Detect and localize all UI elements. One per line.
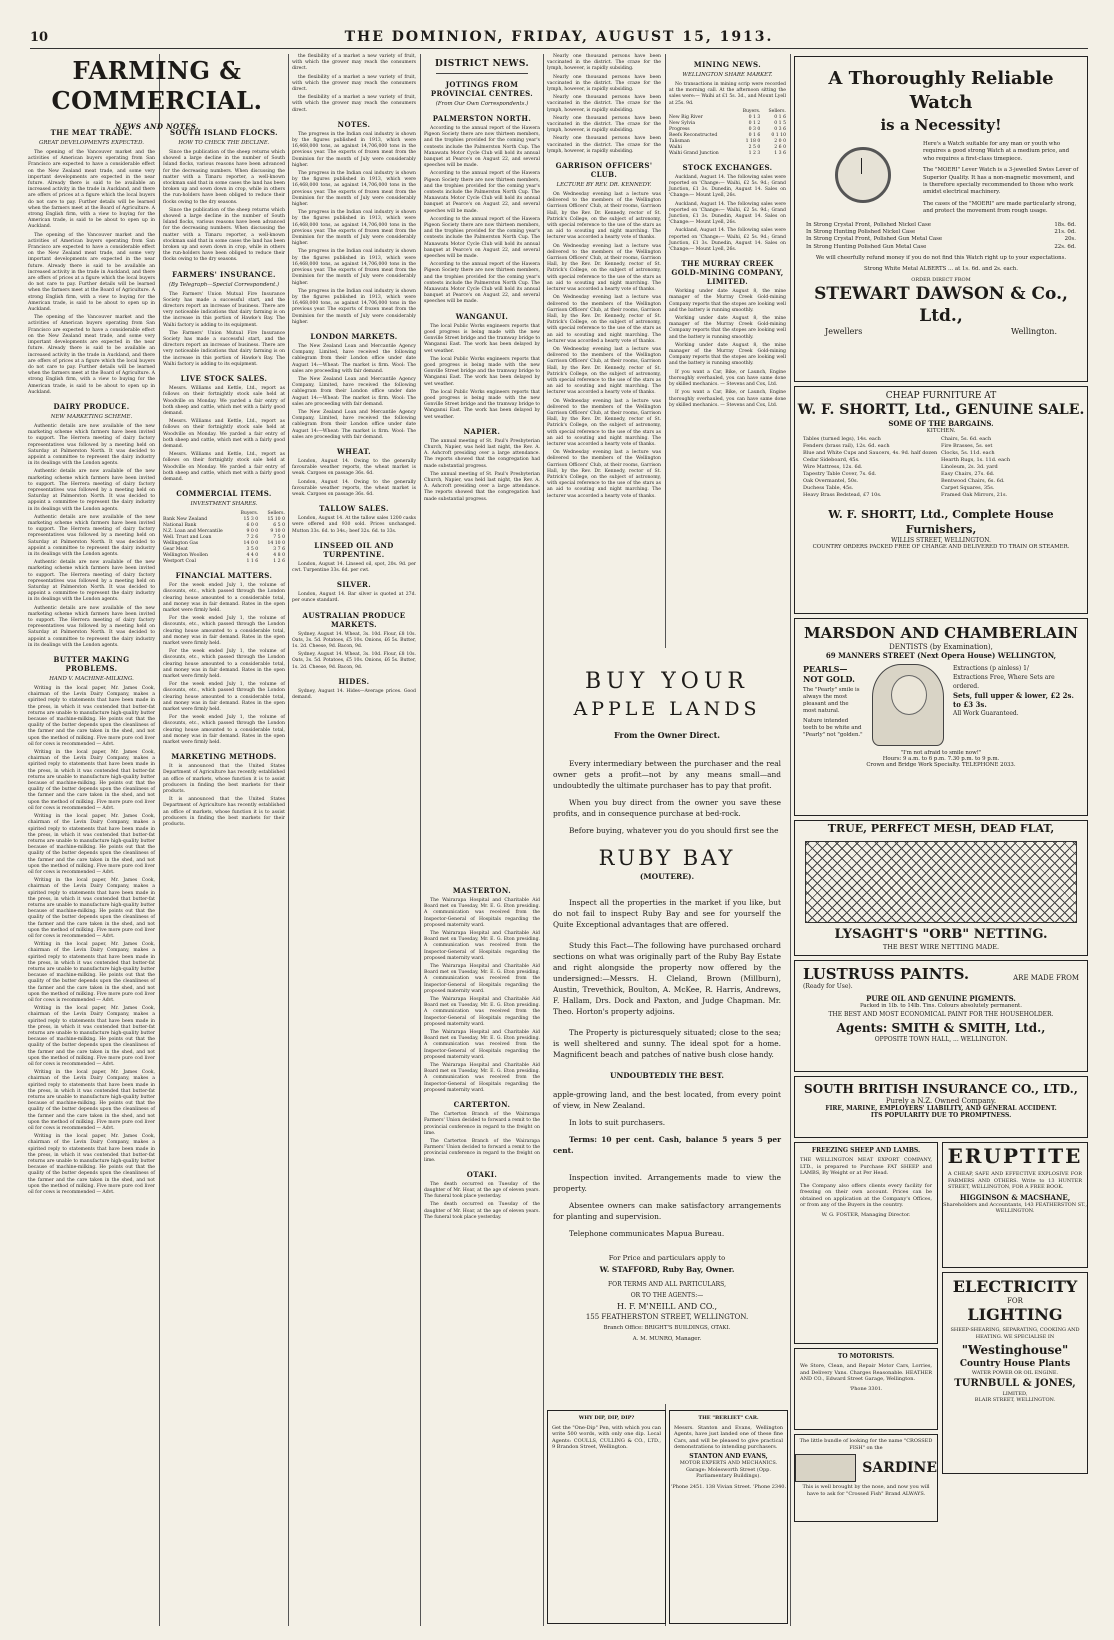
article-text: Writing in the local paper, Mr. James Cook, chairman of the Levin Dairy Company, makes a spirited reply to statements that have been made in the press, in which it was contended that butter-fat returns are unable to manufacture high-quality butter because of machine-milking. He points out that the quality of the butter depends upon the cleanliness of the farmer and the care taken in the shed, and not upon the method of milking. Five more pure cod liver oil for cows is recommended — Advt. bbox=[28, 942, 155, 1003]
section-header bbox=[28, 56, 286, 131]
column-rule bbox=[790, 54, 791, 1626]
column-rule bbox=[288, 54, 289, 1626]
article-text: the flexibility of a market a new variety of fruit, with which the grower may reach the consumers direct. bbox=[292, 54, 416, 72]
article-heading: AUSTRALIAN PRODUCE MARKETS. bbox=[302, 610, 406, 629]
article-text: Auckland, August 14. The following sales were reported on 'Change:— Waihi, £2 5s. 9d.; Grand Junction, £1 3s. Dunedin, August 14. Sales on 'Change:— Mount Lyell, 26s. bbox=[669, 201, 786, 226]
column-1 bbox=[28, 122, 155, 1622]
article-text: If you want a Car, Bike, or Launch, Engine thoroughly overhauled, you can have same done by skilled mechanics. — Stevens and Cox, Ltd. bbox=[669, 390, 786, 408]
article-heading: THE MURRAY CREEK GOLD-MINING COMPANY, LIMITED. bbox=[671, 259, 784, 287]
article-heading: TALLOW SALES. bbox=[319, 504, 389, 514]
article-text: The death occurred on Tuesday of the daughter of Mr. Hoar, at the age of eleven years. The funeral took place yesterday. bbox=[424, 1181, 540, 1200]
table-row: In Strong Crystal Front, Polished Gun Metal Case 20s. bbox=[806, 236, 1076, 243]
article-text: The Wairarapa Hospital and Charitable Aid Board met on Tuesday, Mr. E. G. Eton presiding. A communication was received from the Inspector-General of Hospitals regarding the proposed maternity ward. bbox=[424, 997, 540, 1027]
article-text: The progress in the Indian coal industry is shown by the figures published in 1913, which were 16,468,000 tons, as against 14,706,000 tons in the previous year. The exports of frozen meat from the Dominion for the month of July were considerably higher. bbox=[292, 288, 416, 325]
article-text: Working under date August 8, the mine manager of the Murray Creek Gold-mining Company reports that the stopes are looking well and the battery is running smoothly. bbox=[669, 289, 786, 313]
article-heading: MINING NEWS. bbox=[693, 60, 762, 69]
sardine-tin-icon bbox=[795, 1454, 856, 1482]
table-row: Waihi Grand Junction 1 2 3 1 3 6 bbox=[669, 150, 786, 156]
furniture-advert: CHEAP FURNITURE AT W. F. SHORTT, Ltd., GENUINE SALE. SOME OF THE BARGAINS. KITCHEN. Tables (turned legs), 14s. each Fenders (brass rail), 12s. 6d. each Blue and White Cups and Saucers, 4s. 9d. half dozen Cedar Sideboard, 45s. Wire Mattress, 12s. 6d. Tapestry Table Cover, 7s. 6d. Oak Overmantel, 50s. Duchess Table, 45s. Heavy Brass Bedstead, £7 10s. Chairs, 5s. 6d. each Fire Brasses, 5s. set Clocks, 5s. 11d. each Hearth Rugs, 1s. 11d. each Linoleum, 2s. 3d. yard Easy Chairs, 27s. 6d. Bentwood Chairs, 6s. 6d. Carpet Squares, 35s. Framed Oak Mirrors, 21s. W. F. SHORTT, Ltd., Complete House Furnishers, WILLIS STREET, WELLINGTON. COUNTRY ORDERS PACKED FREE OF CHARGE AND DELIVERED TO TRAIN OR STEAMER. bbox=[794, 386, 1088, 614]
article-heading: DAIRY PRODUCE. bbox=[53, 401, 130, 411]
article-text: The New Zealand Loan and Mercantile Agency Company, Limited, have received the following cablegram from their London office under date August 14:—Wheat: The market is firm. Wool: The sales are proceeding with fair demand. bbox=[292, 409, 416, 440]
article-text: Authentic details are now available of the new marketing scheme which farmers have been invited to support. The Herrera meeting of dairy factory representatives was followed by a meeting held on Saturday at Palmerston North. It was decided to appoint a committee to represent the dairy industry in its dealings with the London agents. bbox=[28, 469, 155, 512]
article-heading: GARRISON OFFICERS' CLUB. bbox=[555, 161, 653, 180]
article-text: Messrs. Williams and Kettle, Ltd., report as follows on their fortnightly stock sale held at Woodville on Monday. We yarded a fair entry of both sheep and cattle, which met with a fairly good demand. bbox=[163, 419, 285, 449]
section-title: FARMING & COMMERCIAL. bbox=[51, 56, 263, 115]
table-row: In Strong Hunting Polished Gun Metal Case 22s. 6d. bbox=[806, 243, 1076, 250]
column-header: Sellers. bbox=[768, 108, 786, 114]
article-text: The local Public Works engineers reports that good progress is being made with the new Gonville Street bridge and the tramway bridge to Wanganui East. The work has been delayed by wet weather. bbox=[424, 323, 540, 354]
article-text: The Wairarapa Hospital and Charitable Aid Board met on Tuesday, Mr. E. G. Eton presiding. A communication was received from the Inspector-General of Hospitals regarding the proposed maternity ward. bbox=[424, 1063, 540, 1093]
section-title: DISTRICT NEWS. bbox=[434, 59, 529, 69]
table-row: National Bank 6 0 0 6 5 0 bbox=[163, 523, 285, 529]
article-text: Writing in the local paper, Mr. James Cook, chairman of the Levin Dairy Company, makes a spirited reply to statements that have been made in the press, in which it was contended that butter-fat returns are unable to manufacture high-quality butter because of machine-milking. He points out that the quality of the butter depends upon the cleanliness of the farmer and the care taken in the shed, and not upon the method of milking. Five more pure cod liver oil for cows is recommended — Advt. bbox=[28, 750, 155, 811]
article-text: Since the publication of the sheep returns which showed a large decline in the number of South Island flocks, various reasons have been advanced for the decreasing numbers. When discussing the matter with a Timaru reporter, a well-known stockman said that in some cases the land has been broken up and sown down in crop, while in others the run-holders have been obliged to reduce their flocks owing to the dry seasons. bbox=[163, 207, 285, 263]
article-text: Writing in the local paper, Mr. James Cook, chairman of the Levin Dairy Company, makes a spirited reply to statements that have been made in the press, in which it was contended that butter-fat returns are unable to manufacture high-quality butter because of machine-milking. He points out that the quality of the butter depends upon the cleanliness of the farmer and the care taken in the shed, and not upon the method of milking. Five more pure cod liver oil for cows is recommended — Advt. bbox=[28, 1134, 155, 1196]
column-3 bbox=[292, 54, 416, 1614]
article-text: Sydney, August 14. Wheat, 3s. 10d. Flour, £8 10s. Oats, 3s. 5d. Potatoes, £5 10s. Onions, £6 5s. Butter, 1s. 2d. Cheese, 9d. Bacon, 9d. bbox=[292, 631, 416, 650]
article-text: The annual meeting of St. Paul's Presbyterian Church, Napier, was held last night, the Rev. A. A. Ashcroft presiding over a large attendance. The reports showed that the congregation had made substantial progress. bbox=[424, 471, 540, 502]
article-heading: STOCK EXCHANGES. bbox=[682, 162, 773, 172]
article-text: Writing in the local paper, Mr. James Cook, chairman of the Levin Dairy Company, makes a spirited reply to statements that have been made in the press, in which it was contended that butter-fat returns are unable to manufacture high-quality butter because of machine-milking. He points out that the quality of the butter depends upon the cleanliness of the farmer and the care taken in the shed, and not upon the method of milking. Five more pure cod liver oil for cows is recommended — Advt. bbox=[28, 1006, 155, 1068]
table-row: Westport Coal 1 1 6 1 2 6 bbox=[163, 559, 285, 565]
article-text: Writing in the local paper, Mr. James Cook, chairman of the Levin Dairy Company, makes a spirited reply to statements that have been made in the press, in which it was contended that butter-fat returns are unable to manufacture high-quality butter because of machine-milking. He points out that the quality of the butter depends upon the cleanliness of the farmer and the care taken in the shed, and not upon the method of milking. Five more pure cod liver oil for cows is recommended — Advt. bbox=[28, 1070, 155, 1132]
article-text: Since the publication of the sheep returns which showed a large decline in the number of South Island flocks, various reasons have been advanced for the decreasing numbers. When discussing the matter with a Timaru reporter, a well-known stockman said that in some cases the land has been broken up and sown down in crop, while in others the run-holders have been obliged to reduce their flocks owing to the dry seasons. bbox=[163, 150, 285, 205]
column-5 bbox=[547, 54, 661, 644]
article-heading: SILVER. bbox=[336, 580, 372, 590]
article-heading: JOTTINGS FROM PROVINCIAL CENTRES. bbox=[430, 80, 534, 98]
article-text: The annual meeting of St. Paul's Presbyterian Church, Napier, was held last night, the Rev. A. A. Ashcroft presiding over a large attendance. The reports showed that the congregation had made substantial progress. bbox=[424, 438, 540, 469]
article-text: The Carterton Branch of the Wairarapa Farmers' Union decided to forward a remit to the provincial conference in regard to the freight on lime. bbox=[424, 1112, 540, 1136]
ad-title: BUY YOUR bbox=[585, 669, 749, 694]
article-text: London, August 14. Owing to the generally favourable weather reports, the wheat market is weak. Cargoes on passage 36s. 6d. bbox=[292, 458, 416, 477]
article-heading: WHEAT. bbox=[336, 446, 371, 456]
table-row: In Strong Crystal Front, Polished Nickel Case 18s. 6d. bbox=[806, 221, 1076, 228]
ad-body: Every intermediary between the purchaser and the real owner gets a profit—not by any means small—and undoubtedly the ultimate purchaser has to pay that profit. When you buy direct from the owner you save these profits, and in consequence purchase at bed-rock. Before buying, whatever you do you should first see the bbox=[553, 759, 781, 835]
article-text: The local Public Works engineers reports that good progress is being made with the new Gonville Street bridge and the tramway bridge to Wanganui East. The work has been delayed by wet weather. bbox=[424, 389, 540, 420]
article-text: According to the annual report of the Hawera Pigeon Society there are now thirteen members, and the trophies provided for the coming year's contests include the Palmerston North Cup. The Manawatu Motor Cycle Club will hold its annual banquet at Pearce's on August 22, and several speeches will be made. bbox=[424, 171, 540, 214]
article-text: The Carterton Branch of the Wairarapa Farmers' Union decided to forward a remit to the provincial conference in regard to the freight on lime. bbox=[424, 1138, 540, 1163]
article-text: The Wairarapa Hospital and Charitable Aid Board met on Tuesday, Mr. E. G. Eton presiding. A communication was received from the Inspector-General of Hospitals regarding the proposed maternity ward. bbox=[424, 931, 540, 961]
table-row: Wellington Gas 14 0 0 14 10 0 bbox=[163, 541, 285, 547]
mining-shares-table bbox=[669, 109, 786, 157]
table-row: Reefs Reconstructed 0 1 6 0 1 10 bbox=[669, 132, 786, 138]
article-heading: LIVE STOCK SALES. bbox=[180, 374, 268, 384]
article-text: Nearly one thousand persons have been vaccinated in the district. The craze for the lymph, however, is rapidly subsiding. bbox=[547, 95, 661, 113]
article-text: Authentic details are now available of the new marketing scheme which farmers have been invited to support. The Herrera meeting of dairy factory representatives was followed by a meeting held on Saturday at Palmerston North. It was decided to appoint a committee to represent the dairy industry in its dealings with the London agents. bbox=[28, 423, 155, 467]
article-heading: MARKETING METHODS. bbox=[171, 752, 277, 762]
article-text: The opening of the Vancouver market and the activities of American buyers operating from San Francisco are expected to have a considerable effect on the New Zealand meat trade, and some very important developments are expected in the near future. Already there is said to be available an increased activity in the trade in Auckland, and there are offers of prices at a figure which the local buyers do not care to pay. Further details will be learned when the farmers meet at the Board of Agriculture. A strong English firm, with a view to buying for the American trade, is said to be about to open up in Auckland. bbox=[28, 150, 155, 230]
article-text: Nearly one thousand persons have been vaccinated in the district. The craze for the lymph, however, is rapidly subsiding. bbox=[547, 115, 661, 134]
table-row: Well. Trust and Loan 7 2 6 7 5 0 bbox=[163, 535, 285, 541]
article-heading: PALMERSTON NORTH. bbox=[432, 114, 532, 123]
article-text: The Wairarapa Hospital and Charitable Aid Board met on Tuesday, Mr. E. G. Eton presiding. A communication was received from the Inspector-General of Hospitals regarding the proposed maternity ward. bbox=[424, 1030, 540, 1060]
article-text: the flexibility of a market a new variety of fruit, with which the grower may reach the consumers direct. bbox=[292, 95, 416, 113]
article-text: Writing in the local paper, Mr. James Cook, chairman of the Levin Dairy Company, makes a spirited reply to statements that have been made in the press, in which it was contended that butter-fat returns are unable to manufacture high-quality butter because of machine-milking. He points out that the quality of the butter depends upon the cleanliness of the farmer and the care taken in the shed, and not upon the method of milking. Five more pure cod liver oil for cows is recommended — Advt. bbox=[28, 686, 155, 747]
article-text: According to the annual report of the Hawera Pigeon Society there are now thirteen members, and the trophies provided for the coming year's contests include the Palmerston North Cup. The Manawatu Motor Cycle Club will hold its annual banquet at Pearce's on August 22, and several speeches will be made. bbox=[424, 262, 540, 305]
article-text: It is announced that the United States Department of Agriculture has recently established an office of markets, whose function it is to assist producers in finding the best markets for their products. bbox=[163, 764, 285, 795]
bargain-list: Chairs, 5s. 6d. each Fire Brasses, 5s. set Clocks, 5s. 11d. each Hearth Rugs, 1s. 11d. each Linoleum, 2s. 3d. yard Easy Chairs, 27s. 6d. Bentwood Chairs, 6s. 6d. Carpet Squares, 35s. Framed Oak Mirrors, 21s. bbox=[941, 436, 1011, 498]
masthead: THE DOMINION, FRIDAY, AUGUST 15, 1913. bbox=[344, 29, 774, 45]
shares-table bbox=[163, 511, 285, 565]
eruptite-advert: ERUPTITE A CHEAP, SAFE AND EFFECTIVE EXPLOSIVE FOR FARMERS AND OTHERS. Write to 13 HUNTER STREET, WELLINGTON, FOR A FREE BOOK. HIGGINSON & MACSHANE, Shareholders and Accountants, 143 FEATHERSTON ST., WELLINGTON. bbox=[942, 1142, 1088, 1268]
article-text: Auckland, August 14. The following sales were reported on 'Change:— Waihi, £2 5s. 9d.; Grand Junction, £1 3s. Dunedin, August 14. Sales on 'Change:— Mount Lyell, 26s. bbox=[669, 174, 786, 199]
article-text: On Wednesday evening last a lecture was delivered to the members of the Wellington Garrison Officers' Club, at their rooms, Garrison Hall, by the Rev. Dr. Kennedy, rector of St. Patrick's College, on the subject of astronomy, with special reference to the use of the stars as an aid to scouting and night marching. The lecturer was accorded a hearty vote of thanks. bbox=[547, 398, 661, 447]
article-text: Authentic details are now available of the new marketing scheme which farmers have been invited to support. The Herrera meeting of dairy factory representatives was followed by a meeting held on Saturday at Palmerston North. It was decided to appoint a committee to represent the dairy industry in its dealings with the London agents. bbox=[28, 560, 155, 603]
article-text: According to the annual report of the Hawera Pigeon Society there are now thirteen members, and the trophies provided for the coming year's contests include the Palmerston North Cup. The Manawatu Motor Cycle Club will hold its annual banquet at Pearce's on August 22, and several speeches will be made. bbox=[424, 216, 540, 260]
article-text: London, August 14. At the tallow sales 1200 casks were offered and 930 sold. Prices unchanged. Mutton 33s. 6d. to 34s.; beef 32s. 6d. to 33s. bbox=[292, 516, 416, 534]
article-text: If you want a Car, Bike, or Launch, Engine thoroughly overhauled, you can have same done by skilled mechanics. — Stevens and Cox, Ltd. bbox=[669, 369, 786, 388]
article-text: Writing in the local paper, Mr. James Cook, chairman of the Levin Dairy Company, makes a spirited reply to statements that have been made in the press, in which it was contended that butter-fat returns are unable to manufacture high-quality butter because of machine-milking. He points out that the quality of the butter depends upon the cleanliness of the farmer and the care taken in the shed, and not upon the method of milking. Five more pure cod liver oil for cows is recommended — Advt. bbox=[28, 814, 155, 875]
article-heading: LINSEED OIL AND TURPENTINE. bbox=[314, 540, 394, 559]
table-row: Gear Meat 3 5 0 3 7 6 bbox=[163, 547, 285, 553]
table-row: N.Z. Loan and Mercantile 9 0 0 9 10 0 bbox=[163, 529, 285, 535]
article-subheading: LECTURE BY REV. DR. KENNEDY. bbox=[556, 182, 652, 189]
motorists-advert: TO MOTORISTS. We Store, Clean, and Repair Motor Cars, Lorries, and Delivery Vans. Charges Reasonable. HEATHER AND CO., Edward Street Garage, Wellington. 'Phone 3301. bbox=[794, 1348, 938, 1430]
article-text: On Wednesday evening last a lecture was delivered to the members of the Wellington Garrison Officers' Club, at their rooms, Garrison Hall, by the Rev. Dr. Kennedy, rector of St. Patrick's College, on the subject of astronomy, with special reference to the use of the stars as an aid to scouting and night marching. The lecturer was accorded a hearty vote of thanks. bbox=[547, 295, 661, 344]
article-text: For the week ended July 1, the volume of discounts, etc., which passed through the London clearing house amounted to a considerable total, and money was in fair demand. Rates in the open market were firmly held. bbox=[163, 649, 285, 679]
table-row: Waihi 2 5 0 2 6 0 bbox=[669, 144, 786, 150]
article-heading: NOTES. bbox=[337, 119, 371, 129]
column-rule bbox=[159, 54, 160, 1626]
article-text: The progress in the Indian coal industry is shown by the figures published in 1913, which were 16,468,000 tons, as against 14,706,000 tons in the previous year. The exports of frozen meat from the Dominion for the month of July were considerably higher. bbox=[292, 171, 416, 208]
article-subheading: HAND V. MACHINE-MILKING. bbox=[49, 676, 134, 683]
apple-lands-advert bbox=[547, 648, 787, 1404]
article-heading: BUTTER MAKING PROBLEMS. bbox=[53, 655, 130, 674]
table-row: In Strong Hunting Polished Nickel Case 21s. 0d. bbox=[806, 229, 1076, 236]
divider bbox=[436, 73, 528, 74]
pen-advert: WHY DIP, DIP, DIP? Get the "One-Dip" Pen, with which you can write 500 words, with only one dip. Local Agents: COULLS, CULLING & CO., LTD., 9 Brandon Street, Wellington. bbox=[547, 1410, 666, 1624]
column-header: Buyers. bbox=[742, 108, 761, 114]
table-row: Progress 0 3 0 0 3 6 bbox=[669, 126, 786, 132]
article-text: Messrs. Williams and Kettle, Ltd., report as follows on their fortnightly stock sale held at Woodville on Monday. We yarded a fair entry of both sheep and cattle, which met with a fairly good demand. bbox=[163, 452, 285, 482]
article-text: London, August 14. Linseed oil, spot, 20s. 9d. per cwt. Turpentine 33s. 6d. per cwt. bbox=[292, 561, 416, 573]
article-text: The opening of the Vancouver market and the activities of American buyers operating from San Francisco are expected to have a considerable effect on the New Zealand meat trade, and some very important developments are expected in the near future. Already there is said to be available an increased activity in the trade in Auckland, and there are offers of prices at a figure which the local buyers do not care to pay. Further details will be learned when the farmers meet at the Board of Agriculture. A strong English firm, with a view to buying for the American trade, is said to be about to open up in Auckland. bbox=[28, 232, 155, 313]
column-header: Buyers. bbox=[240, 511, 259, 517]
watch-advert: A Thoroughly Reliable Watch is a Necessity! Here's a Watch suitable for any man or youth who requires a good strong Watch at a medium price, and who requires a first-class timepiece. The "MOERI" Lever Watch is a 3-jewelled Swiss Lever of Superior Quality. It has a non-magnetic movement, and is therefore specially recommended to those who work amidst electrical machinery. The cases of the "MOERI" are made particularly strong, and protect the movement from rough usage. In Strong Crystal Front, Polished Nickel Case 18s. 6d. In Strong Hunting Polished Nickel Case 21s. 0d. In Strong Crystal Front, Polished Gun Metal Case 20s. In Strong Hunting Polished Gun Metal Case 22s. 6d. We will cheerfully refund money if you do not find this Watch right up to your expectations. Strong White Metal ALBERTS ... at 1s. 6d. and 2s. each. ORDER DIRECT FROM STEWART DAWSON & Co., Ltd., Jewellers Wellington. bbox=[794, 56, 1088, 382]
page-number: 10 bbox=[30, 30, 49, 45]
article-text: The progress in the Indian coal industry is shown by the figures published in 1913, which were 16,468,000 tons, as against 14,706,000 tons in the previous year. The exports of frozen meat from the Dominion for the month of July were considerably higher. bbox=[292, 131, 416, 168]
table-row: Wellington Woollen 4 4 0 4 8 0 bbox=[163, 553, 285, 559]
column-6 bbox=[669, 54, 786, 644]
article-heading: OTAKI. bbox=[466, 1169, 498, 1179]
article-subheading: INVESTMENT SHARES. bbox=[190, 501, 258, 508]
dentist-advert: MARSDON AND CHAMBERLAIN DENTISTS (by Examination), 69 MANNERS STREET (Next Opera House) WELLINGTON, PEARLS— NOT GOLD. The "Pearly" smile is always the most pleasant and the most natural. Nature intended teeth to be white and "Pearly" not "golden." Extractions (p ainless) 1/ Extractions Free, Where Sets are ordered. Sets, full upper & lower, £2 2s. to £3 3s. All Work Guaranteed. "I'm not afraid to smile now!" Hours: 9 a.m. to 6 p.m. 7.30 p.m. to 9 p.m. Crown and Bridge Work Specialty. TELEPHONE 2033. bbox=[794, 618, 1088, 816]
article-text: Writing in the local paper, Mr. James Cook, chairman of the Levin Dairy Company, makes a spirited reply to statements that have been made in the press, in which it was contended that butter-fat returns are unable to manufacture high-quality butter because of machine-milking. He points out that the quality of the butter depends upon the cleanliness of the farmer and the care taken in the shed, and not upon the method of milking. Five more pure cod liver oil for cows is recommended — Advt. bbox=[28, 878, 155, 939]
article-heading: FINANCIAL MATTERS. bbox=[175, 571, 273, 581]
article-text: Auckland, August 14. The following sales were reported on 'Change:— Waihi, £2 5s. 9d.; Grand Junction, £1 3s. Dunedin, August 14. Sales on 'Change:— Mount Lyell, 26s. bbox=[669, 228, 786, 253]
article-heading: COMMERCIAL ITEMS. bbox=[176, 489, 272, 499]
article-subheading: WELLINGTON SHARE MARKET. bbox=[682, 72, 773, 78]
ad-subtitle: From the Owner Direct. bbox=[613, 730, 721, 740]
column-4-lower bbox=[424, 880, 540, 1620]
paints-advert: LUSTRUSS PAINTS. (Ready for Use). ARE MADE FROM PURE OIL AND GENUINE PIGMENTS. Packed in 1lb. to 14lb. Tins. Colours absolutely permanent. THE BEST AND MOST ECONOMICAL PAINT FOR THE HOUSEHOLDER. Agents: SMITH & SMITH, Ltd., OPPOSITE TOWN HALL, ... WELLINGTON. bbox=[794, 960, 1088, 1072]
article-text: Messrs. Williams and Kettle, Ltd., report as follows on their fortnightly stock sale held at Woodville on Monday. We yarded a fair entry of both sheep and cattle, which met with a fairly good demand. bbox=[163, 386, 285, 416]
article-heading: WANGANUI. bbox=[455, 311, 509, 321]
article-text: According to the annual report of the Hawera Pigeon Society there are now thirteen members, and the trophies provided for the coming year's contests include the Palmerston North Cup. The Manawatu Motor Cycle Club will hold its annual banquet at Pearce's on August 22, and several speeches will be made. bbox=[424, 126, 540, 169]
article-text: Sydney, August 14. Hides—Average prices. Good demand. bbox=[292, 688, 416, 701]
article-text: For the week ended July 1, the volume of discounts, etc., which passed through the London clearing house amounted to a considerable total, and money was in fair demand. Rates in the open market were firmly held. bbox=[163, 715, 285, 746]
bargain-list: Tables (turned legs), 14s. each Fenders (brass rail), 12s. 6d. each Blue and White Cups and Saucers, 4s. 9d. half dozen Cedar Sideboard, 45s. Wire Mattress, 12s. 6d. Tapestry Table Cover, 7s. 6d. Oak Overmantel, 50s. Duchess Table, 45s. Heavy Brass Bedstead, £7 10s. bbox=[803, 436, 938, 498]
article-text: For the week ended July 1, the volume of discounts, etc., which passed through the London clearing house amounted to a considerable total, and money was in fair demand. Rates in the open market were firmly held. bbox=[163, 616, 285, 646]
article-text: The New Zealand Loan and Mercantile Agency Company, Limited, have received the following cablegram from their London office under date August 14:—Wheat: The market is firm. Wool: The sales are proceeding with fair demand. bbox=[292, 376, 416, 407]
column-header: Sellers. bbox=[267, 511, 285, 517]
wire-netting-illustration bbox=[805, 841, 1077, 923]
article-text: Working under date August 8, the mine manager of the Murray Creek Gold-mining Company reports that the stopes are looking well and the battery is running smoothly. bbox=[669, 316, 786, 340]
article-subheading: GREAT DEVELOPMENTS EXPECTED. bbox=[39, 140, 144, 146]
article-text: It is announced that the United States Department of Agriculture has recently established an office of markets, whose function it is to assist producers in finding the best markets for their products. bbox=[163, 797, 285, 828]
table-row: Talisman 1 18 0 2 0 0 bbox=[669, 138, 786, 144]
article-heading: CARTERTON. bbox=[453, 1100, 511, 1110]
article-text: Working under date August 8, the mine manager of the Murray Creek Gold-mining Company reports that the stopes are looking well and the battery is running smoothly. bbox=[669, 342, 786, 367]
article-text: The death occurred on Tuesday of the daughter of Mr. Hoar, at the age of eleven years. The funeral took place yesterday. bbox=[424, 1202, 540, 1220]
article-text: Authentic details are now available of the new marketing scheme which farmers have been invited to support. The Herrera meeting of dairy factory representatives was followed by a meeting held on Saturday at Palmerston North. It was decided to appoint a committee to represent the dairy industry in its dealings with the London agents. bbox=[28, 605, 155, 648]
article-text: The progress in the Indian coal industry is shown by the figures published in 1913, which were 16,468,000 tons, as against 14,706,000 tons in the previous year. The exports of frozen meat from the Dominion for the month of July were considerably higher. bbox=[292, 249, 416, 286]
electricity-advert: ELECTRICITY FOR LIGHTING SHEEP-SHEARING, SEPARATING, COOKING AND HEATING. WE SPECIALISE IN "Westinghouse" Country House Plants WATER POWER OR OIL ENGINE. TURNBULL & JONES, LIMITED, BLAIR STREET, WELLINGTON. bbox=[942, 1272, 1088, 1474]
article-text: On Wednesday evening last a lecture was delivered to the members of the Wellington Garrison Officers' Club, at their rooms, Garrison Hall, by the Rev. Dr. Kennedy, rector of St. Patrick's College, on the subject of astronomy, with special reference to the use of the stars as an aid to scouting and night marching. The lecturer was accorded a hearty vote of thanks. bbox=[547, 450, 661, 499]
place-sub: (MOUTERE). bbox=[639, 872, 695, 881]
column-rule bbox=[420, 54, 421, 1626]
watch-price-table bbox=[806, 222, 1076, 252]
ad-body: Inspect all the properties in the market if you like, but do not fail to inspect Ruby Bay and see for yourself the Quite Exceptional advantages that are offered. Study this Fact—The following have purchased orchard sections on what was originally part of the Ruby Bay Estate and right alongside the property now offered by the undersigned:—Messrs. H. Cleland, Brown (Millburn), Austin, Trevethick, Boulton, A. McKee, R. Harris, Andrews, F. Hallam, Drs. Dock and Paxton, and Judge Chapman. Mr. Theo. Horton's property adjoins. The Property is picturesquely situated; close to the sea; is well sheltered and sunny. The ideal spot for a home. Magnificent beach and patches of native bush close handy. UNDOUBTEDLY THE BEST. apple-growing land, and the best located, from every point of view, in New Zealand. In lots to suit purchasers. Terms: 10 per cent. Cash, balance 5 years 5 per cent. Inspection invited. Arrangements made to view the property. Absentee owners can make satisfactory arrangements for planting and supervision. Telephone communicates Mapua Bureau. For Price and particulars apply to W. STAFFORD, Ruby Bay, Owner. FOR TERMS AND ALL PARTICULARS, OR TO THE AGENTS:— H. F. M'NEILL AND CO., 155 FEATHERSTON STREET, WELLINGTON. Branch Office: BRIGHT'S BUILDINGS, OTAKI. A. M. MUNRO, Manager. bbox=[553, 898, 781, 1342]
column-rule bbox=[543, 54, 544, 1626]
article-heading: NAPIER. bbox=[463, 426, 501, 436]
article-text: Sydney, August 14. Wheat, 3s. 10d. Flour, £8 10s. Oats, 3s. 5d. Potatoes, £5 10s. Onions, £6 5s. Butter, 1s. 2d. Cheese, 9d. Bacon, 9d. bbox=[292, 652, 416, 670]
article-text: For the week ended July 1, the volume of discounts, etc., which passed through the London clearing house amounted to a considerable total, and money was in fair demand. Rates in the open market were firmly held. bbox=[163, 682, 285, 712]
article-subheading: (By Telegraph—Special Correspondent.) bbox=[168, 281, 280, 288]
article-text: The progress in the Indian coal industry is shown by the figures published in 1913, which were 16,468,000 tons, as against 14,706,000 tons in the previous year. The exports of frozen meat from the Dominion for the month of July were considerably higher. bbox=[292, 210, 416, 247]
column-4 bbox=[424, 54, 540, 874]
article-text: The Wairarapa Hospital and Charitable Aid Board met on Tuesday, Mr. E. G. Eton presiding. A communication was received from the Inspector-General of Hospitals regarding the proposed maternity ward. bbox=[424, 964, 540, 994]
ad-title: APPLE LANDS bbox=[573, 698, 761, 720]
article-subheading: NEW MARKETING SCHEME. bbox=[50, 413, 133, 420]
article-text: The Farmers' Union Mutual Fire Insurance Society has made a successful start, and the directors report an increase of business. There are very noticeable indications that dairy farming is on the increase in this portion of Hawke's Bay. The Waihi factory is adding to its equipment. bbox=[163, 291, 285, 328]
article-text: For the week ended July 1, the volume of discounts, etc., which passed through the London clearing house amounted to a considerable total, and money was in fair demand. Rates in the open market were firmly held. bbox=[163, 583, 285, 613]
place-name: RUBY BAY bbox=[598, 846, 736, 870]
article-subheading: (From Our Own Correspondents.) bbox=[435, 101, 529, 107]
article-text: Nearly one thousand persons have been vaccinated in the district. The craze for the lymph, however, is rapidly subsiding. bbox=[547, 74, 661, 93]
car-advert: THE "BERLIET" CAR. Messrs. Stanton and Evans, Wellington Agents, have just landed one of these fine Cars, and will be pleased to give practical demonstrations to intending purchasers. STANTON AND EVANS, MOTOR EXPERTS AND MECHANICS. Garage: Molesworth Street (Opp. Parliamentary Buildings). 'Phone 2451. 138 Vivian Street. 'Phone 2340. bbox=[669, 1410, 788, 1624]
article-heading: LONDON MARKETS. bbox=[310, 331, 398, 341]
column-2 bbox=[163, 122, 285, 1622]
article-text: On Wednesday evening last a lecture was delivered to the members of the Wellington Garrison Officers' Club, at their rooms, Garrison Hall, by the Rev. Dr. Kennedy, rector of St. Patrick's College, on the subject of astronomy, with special reference to the use of the stars as an aid to scouting and night marching. The lecturer was accorded a hearty vote of thanks. bbox=[547, 346, 661, 396]
article-text: On Wednesday evening last a lecture was delivered to the members of the Wellington Garrison Officers' Club, at their rooms, Garrison Hall, by the Rev. Dr. Kennedy, rector of St. Patrick's College, on the subject of astronomy, with special reference to the use of the stars as an aid to scouting and night marching. The lecturer was accorded a hearty vote of thanks. bbox=[547, 243, 661, 293]
article-heading: FARMERS' INSURANCE. bbox=[172, 269, 276, 279]
article-text: On Wednesday evening last a lecture was delivered to the members of the Wellington Garrison Officers' Club, at their rooms, Garrison Hall, by the Rev. Dr. Kennedy, rector of St. Patrick's College, on the subject of astronomy, with special reference to the use of the stars as an aid to scouting and night marching. The lecturer was accorded a hearty vote of thanks. bbox=[547, 192, 661, 241]
smiling-lady-illustration bbox=[872, 664, 944, 746]
article-text: The local Public Works engineers reports that good progress is being made with the new Gonville Street bridge and the tramway bridge to Wanganui East. The work has been delayed by wet weather. bbox=[424, 356, 540, 387]
article-text: The New Zealand Loan and Mercantile Agency Company, Limited, have received the following cablegram from their London office under date August 14:—Wheat: The market is firm. Wool: The sales are proceeding with fair demand. bbox=[292, 343, 416, 374]
article-text: Authentic details are now available of the new marketing scheme which farmers have been invited to support. The Herrera meeting of dairy factory representatives was followed by a meeting held on Saturday at Palmerston North. It was decided to appoint a committee to represent the dairy industry in its dealings with the London agents. bbox=[28, 514, 155, 557]
freezing-advert: FREEZING SHEEP AND LAMBS. THE WELLINGTON MEAT EXPORT COMPANY, LTD., is prepared to Purchase FAT SHEEP and LAMBS, By Weight or at Per Head. The Company also offers clients every facility for freezing on their own account. Prices can be obtained on application at the Company's Offices, or from any of the Buyers in the country. W. G. FOSTER, Managing Director. bbox=[794, 1142, 938, 1344]
article-subheading: HOW TO CHECK THE DECLINE. bbox=[178, 140, 270, 146]
article-text: No transactions in mining scrip were recorded at the morning call. At the afternoon sitting the sales were:— Waihi at £1 5s. 3d., and Mount Lyell at 25s. 9d. bbox=[669, 82, 786, 106]
article-text: The Farmers' Union Mutual Fire Insurance Society has made a successful start, and the directors report an increase of business. There are very noticeable indications that dairy farming is on the increase in this portion of Hawke's Bay. The Waihi factory is adding to its equipment. bbox=[163, 330, 285, 367]
section-subtitle: NEWS AND NOTES. bbox=[115, 122, 199, 131]
netting-advert: TRUE, PERFECT MESH, DEAD FLAT, LYSAGHT'S "ORB" NETTING. THE BEST WIRE NETTING MADE. bbox=[794, 820, 1088, 956]
article-text: the flexibility of a market a new variety of fruit, with which the grower may reach the consumers direct. bbox=[292, 74, 416, 93]
article-text: London, August 14. Bar silver is quoted at 27d. per ounce standard. bbox=[292, 592, 416, 604]
article-heading: HIDES. bbox=[338, 676, 370, 686]
insurance-advert: SOUTH BRITISH INSURANCE CO., LTD., Purely a N.Z. Owned Company. FIRE, MARINE, EMPLOYERS' LIABILITY, AND GENERAL ACCIDENT. ITS POPULARITY DUE TO PROMPTNESS. bbox=[794, 1076, 1088, 1138]
table-row: New Big River 0 1 3 0 1 6 bbox=[669, 114, 786, 120]
article-text: The opening of the Vancouver market and the activities of American buyers operating from San Francisco are expected to have a considerable effect on the New Zealand meat trade, and some very important developments are expected in the near future. Already there is said to be available an increased activity in the trade in Auckland, and there are offers of prices at a figure which the local buyers do not care to pay. Further details will be learned when the farmers meet at the Board of Agriculture. A strong English firm, with a view to buying for the American trade, is said to be about to open up in Auckland. bbox=[28, 315, 155, 395]
page-header bbox=[30, 28, 1088, 49]
article-text: The Wairarapa Hospital and Charitable Aid Board met on Tuesday, Mr. E. G. Eton presiding. A communication was received from the Inspector-General of Hospitals regarding the proposed maternity ward. bbox=[424, 898, 540, 928]
table-row: Bank New Zealand 15 3 0 15 10 0 bbox=[163, 517, 285, 523]
sardine-advert: The little bundle of looking for the name "CROSSED FISH" on the SARDINE This is well brought by the nose, and now you will have to ask for "Crossed Fish" Brand ALWAYS. bbox=[794, 1434, 938, 1522]
table-row: New Sylvia 0 1 2 0 1 5 bbox=[669, 120, 786, 126]
article-text: Nearly one thousand persons have been vaccinated in the district. The craze for the lymph, however, is rapidly subsiding. bbox=[547, 136, 661, 154]
article-heading: MASTERTON. bbox=[452, 886, 512, 895]
article-heading: THE MEAT TRADE. bbox=[50, 128, 133, 137]
article-heading: SOUTH ISLAND FLOCKS. bbox=[170, 128, 278, 137]
article-text: London, August 14. Owing to the generally favourable weather reports, the wheat market is weak. Cargoes on passage 36s. 6d. bbox=[292, 479, 416, 497]
article-text: Nearly one thousand persons have been vaccinated in the district. The craze for the lymph, however, is rapidly subsiding. bbox=[547, 54, 661, 72]
watch-icon bbox=[835, 147, 891, 203]
